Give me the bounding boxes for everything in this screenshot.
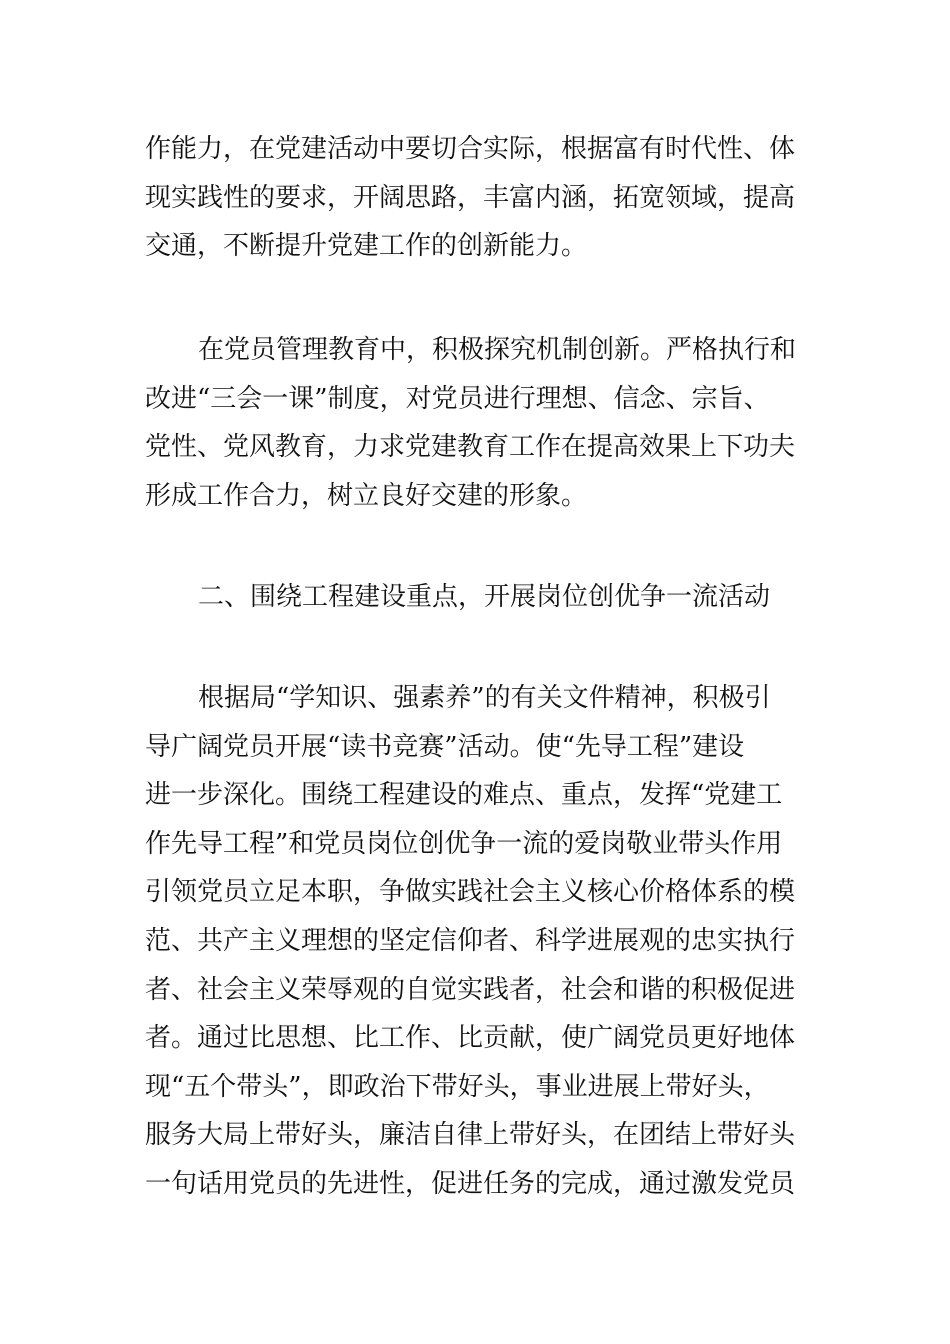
paragraph-line: 党性、党风教育，力求党建教育工作在提高效果上下功夫 (145, 432, 796, 463)
paragraph-line: 改进“三会一课”制度，对党员进行理想、信念、宗旨、 (145, 383, 770, 414)
paragraph-line: 形成工作合力，树立良好交建的形象。 (145, 480, 588, 511)
paragraph-line: 者。通过比思想、比工作、比贡献，使广阔党员更好地体 (145, 1023, 796, 1054)
paragraph-line: 根据局“学知识、强素养”的有关文件精神，积极引 (198, 683, 771, 713)
paragraph-line: 引领党员立足本职，争做实践社会主义核心价格体系的模 (145, 877, 796, 908)
paragraph-line: 作能力，在党建活动中要切合实际，根据富有时代性、体 (145, 134, 796, 164)
paragraph-line: 进一步深化。围绕工程建设的难点、重点，发挥“党建工 (145, 780, 783, 811)
paragraph-1 (145, 125, 815, 271)
section-heading-text: 二、围绕工程建设重点，开展岗位创优争一流活动 (198, 582, 771, 612)
paragraph-line: 交通，不断提升党建工作的创新能力。 (145, 231, 588, 262)
paragraph-line: 者、社会主义荣辱观的自觉实践者，社会和谐的积极促进 (145, 974, 796, 1005)
paragraph-line: 服务大局上带好头，廉洁自律上带好头，在团结上带好头 (145, 1120, 796, 1151)
paragraph-2 (145, 326, 815, 520)
section-heading (145, 573, 815, 622)
paragraph-line: 一句话用党员的先进性，促进任务的完成，通过激发党员 (145, 1168, 796, 1199)
paragraph-line: 在党员管理教育中，积极探究机制创新。严格执行和 (198, 335, 797, 365)
paragraph-3 (145, 674, 815, 1209)
paragraph-line: 现“五个带头”，即政治下带好头，事业进展上带好头， (145, 1071, 770, 1102)
paragraph-line: 范、共产主义理想的坚定信仰者、科学进展观的忠实执行 (145, 925, 796, 956)
paragraph-line: 现实践性的要求，开阔思路，丰富内涵，拓宽领域，提高 (145, 182, 796, 213)
paragraph-line: 导广阔党员开展“读书竞赛”活动。使“先导工程”建设 (145, 731, 745, 762)
paragraph-line: 作先导工程”和党员岗位创优争一流的爱岗敬业带头作用 (145, 828, 783, 859)
